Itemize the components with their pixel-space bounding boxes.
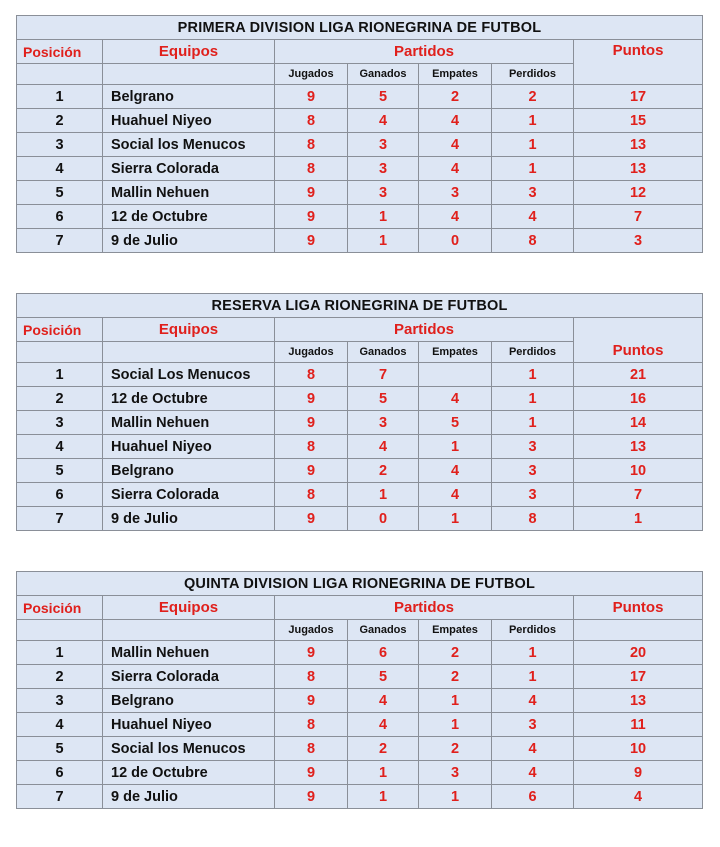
header-empates: Empates bbox=[419, 64, 492, 85]
cell-empates: 5 bbox=[419, 411, 492, 435]
cell-perdidos: 3 bbox=[492, 483, 574, 507]
table-row bbox=[17, 387, 703, 411]
table-row bbox=[17, 157, 703, 181]
header-partidos: Partidos bbox=[275, 40, 574, 64]
cell-puntos: 13 bbox=[574, 689, 703, 713]
standings-table-reserva bbox=[16, 293, 703, 531]
cell-team: Social Los Menucos bbox=[103, 363, 275, 387]
cell-puntos: 16 bbox=[574, 387, 703, 411]
header-blank bbox=[574, 620, 703, 641]
cell-team: Huahuel Niyeo bbox=[103, 435, 275, 459]
cell-ganados: 2 bbox=[348, 737, 419, 761]
cell-jugados: 9 bbox=[275, 229, 348, 253]
header-puntos: Puntos bbox=[574, 318, 703, 363]
cell-ganados: 4 bbox=[348, 109, 419, 133]
cell-perdidos: 1 bbox=[492, 387, 574, 411]
cell-jugados: 8 bbox=[275, 737, 348, 761]
cell-team: 12 de Octubre bbox=[103, 387, 275, 411]
cell-perdidos: 1 bbox=[492, 665, 574, 689]
cell-perdidos: 8 bbox=[492, 507, 574, 531]
table-row bbox=[17, 363, 703, 387]
cell-position: 3 bbox=[17, 411, 103, 435]
table-row bbox=[17, 665, 703, 689]
cell-perdidos: 3 bbox=[492, 713, 574, 737]
table-row bbox=[17, 785, 703, 809]
cell-puntos: 13 bbox=[574, 435, 703, 459]
cell-team: Mallin Nehuen bbox=[103, 411, 275, 435]
cell-puntos: 21 bbox=[574, 363, 703, 387]
cell-team: 9 de Julio bbox=[103, 507, 275, 531]
cell-position: 3 bbox=[17, 689, 103, 713]
cell-position: 2 bbox=[17, 387, 103, 411]
cell-ganados: 0 bbox=[348, 507, 419, 531]
header-equipos: Equipos bbox=[103, 40, 275, 64]
standings-table-primera bbox=[16, 15, 703, 253]
cell-position: 4 bbox=[17, 713, 103, 737]
cell-puntos: 1 bbox=[574, 507, 703, 531]
header-posicion: Posición bbox=[17, 40, 103, 64]
cell-jugados: 9 bbox=[275, 459, 348, 483]
cell-ganados: 7 bbox=[348, 363, 419, 387]
table-row bbox=[17, 85, 703, 109]
cell-jugados: 9 bbox=[275, 181, 348, 205]
cell-empates: 1 bbox=[419, 713, 492, 737]
cell-position: 5 bbox=[17, 459, 103, 483]
cell-puntos: 13 bbox=[574, 157, 703, 181]
header-blank bbox=[103, 64, 275, 85]
cell-puntos: 10 bbox=[574, 737, 703, 761]
cell-ganados: 1 bbox=[348, 205, 419, 229]
cell-jugados: 8 bbox=[275, 363, 348, 387]
cell-empates bbox=[419, 363, 492, 387]
header-empates: Empates bbox=[419, 342, 492, 363]
cell-empates: 4 bbox=[419, 205, 492, 229]
cell-position: 5 bbox=[17, 737, 103, 761]
standings-table-quinta bbox=[16, 571, 703, 809]
header-puntos: Puntos bbox=[574, 40, 703, 85]
cell-jugados: 9 bbox=[275, 205, 348, 229]
cell-puntos: 14 bbox=[574, 411, 703, 435]
cell-perdidos: 2 bbox=[492, 85, 574, 109]
cell-jugados: 9 bbox=[275, 507, 348, 531]
cell-jugados: 8 bbox=[275, 157, 348, 181]
header-jugados: Jugados bbox=[275, 620, 348, 641]
cell-ganados: 6 bbox=[348, 641, 419, 665]
cell-empates: 1 bbox=[419, 785, 492, 809]
table-row bbox=[17, 205, 703, 229]
table-row bbox=[17, 713, 703, 737]
header-ganados: Ganados bbox=[348, 64, 419, 85]
cell-ganados: 3 bbox=[348, 411, 419, 435]
cell-ganados: 1 bbox=[348, 229, 419, 253]
cell-ganados: 5 bbox=[348, 665, 419, 689]
table-row bbox=[17, 737, 703, 761]
cell-position: 7 bbox=[17, 507, 103, 531]
cell-perdidos: 3 bbox=[492, 459, 574, 483]
header-jugados: Jugados bbox=[275, 342, 348, 363]
cell-puntos: 15 bbox=[574, 109, 703, 133]
table-row bbox=[17, 483, 703, 507]
cell-jugados: 8 bbox=[275, 483, 348, 507]
cell-perdidos: 1 bbox=[492, 157, 574, 181]
header-ganados: Ganados bbox=[348, 342, 419, 363]
cell-perdidos: 3 bbox=[492, 181, 574, 205]
cell-puntos: 20 bbox=[574, 641, 703, 665]
cell-position: 1 bbox=[17, 363, 103, 387]
cell-position: 6 bbox=[17, 205, 103, 229]
header-jugados: Jugados bbox=[275, 64, 348, 85]
cell-team: 12 de Octubre bbox=[103, 205, 275, 229]
cell-team: Belgrano bbox=[103, 459, 275, 483]
cell-team: Belgrano bbox=[103, 689, 275, 713]
cell-position: 5 bbox=[17, 181, 103, 205]
cell-jugados: 9 bbox=[275, 85, 348, 109]
cell-team: Sierra Colorada bbox=[103, 665, 275, 689]
cell-puntos: 7 bbox=[574, 205, 703, 229]
cell-jugados: 8 bbox=[275, 109, 348, 133]
cell-empates: 3 bbox=[419, 761, 492, 785]
cell-empates: 4 bbox=[419, 483, 492, 507]
cell-team: Mallin Nehuen bbox=[103, 641, 275, 665]
cell-jugados: 9 bbox=[275, 641, 348, 665]
cell-jugados: 9 bbox=[275, 761, 348, 785]
cell-jugados: 8 bbox=[275, 713, 348, 737]
cell-ganados: 4 bbox=[348, 689, 419, 713]
cell-empates: 2 bbox=[419, 85, 492, 109]
cell-puntos: 12 bbox=[574, 181, 703, 205]
cell-jugados: 8 bbox=[275, 665, 348, 689]
cell-puntos: 10 bbox=[574, 459, 703, 483]
cell-perdidos: 1 bbox=[492, 641, 574, 665]
cell-puntos: 7 bbox=[574, 483, 703, 507]
cell-position: 2 bbox=[17, 109, 103, 133]
cell-position: 7 bbox=[17, 785, 103, 809]
cell-ganados: 3 bbox=[348, 181, 419, 205]
cell-perdidos: 1 bbox=[492, 363, 574, 387]
cell-perdidos: 1 bbox=[492, 411, 574, 435]
cell-perdidos: 4 bbox=[492, 761, 574, 785]
cell-ganados: 5 bbox=[348, 85, 419, 109]
cell-empates: 3 bbox=[419, 181, 492, 205]
cell-ganados: 4 bbox=[348, 713, 419, 737]
cell-perdidos: 4 bbox=[492, 689, 574, 713]
cell-puntos: 3 bbox=[574, 229, 703, 253]
table-row bbox=[17, 641, 703, 665]
cell-ganados: 1 bbox=[348, 483, 419, 507]
cell-ganados: 3 bbox=[348, 157, 419, 181]
header-blank bbox=[17, 620, 103, 641]
cell-position: 7 bbox=[17, 229, 103, 253]
cell-ganados: 2 bbox=[348, 459, 419, 483]
header-ganados: Ganados bbox=[348, 620, 419, 641]
cell-empates: 2 bbox=[419, 665, 492, 689]
cell-team: Huahuel Niyeo bbox=[103, 109, 275, 133]
cell-empates: 4 bbox=[419, 459, 492, 483]
cell-position: 2 bbox=[17, 665, 103, 689]
cell-puntos: 13 bbox=[574, 133, 703, 157]
cell-jugados: 9 bbox=[275, 785, 348, 809]
cell-position: 6 bbox=[17, 483, 103, 507]
cell-empates: 2 bbox=[419, 641, 492, 665]
table-row bbox=[17, 133, 703, 157]
cell-jugados: 9 bbox=[275, 411, 348, 435]
header-posicion: Posición bbox=[17, 596, 103, 620]
cell-jugados: 8 bbox=[275, 133, 348, 157]
cell-empates: 1 bbox=[419, 689, 492, 713]
cell-empates: 4 bbox=[419, 133, 492, 157]
table-row bbox=[17, 411, 703, 435]
cell-puntos: 17 bbox=[574, 665, 703, 689]
cell-position: 6 bbox=[17, 761, 103, 785]
table-title: QUINTA DIVISION LIGA RIONEGRINA DE FUTBOL bbox=[17, 572, 703, 596]
cell-team: 9 de Julio bbox=[103, 229, 275, 253]
cell-empates: 1 bbox=[419, 435, 492, 459]
cell-ganados: 3 bbox=[348, 133, 419, 157]
cell-empates: 4 bbox=[419, 109, 492, 133]
cell-puntos: 11 bbox=[574, 713, 703, 737]
cell-perdidos: 4 bbox=[492, 737, 574, 761]
table-row bbox=[17, 435, 703, 459]
header-perdidos: Perdidos bbox=[492, 342, 574, 363]
cell-position: 4 bbox=[17, 157, 103, 181]
cell-team: Social los Menucos bbox=[103, 737, 275, 761]
cell-empates: 4 bbox=[419, 157, 492, 181]
cell-jugados: 8 bbox=[275, 435, 348, 459]
cell-jugados: 9 bbox=[275, 689, 348, 713]
cell-perdidos: 1 bbox=[492, 133, 574, 157]
header-perdidos: Perdidos bbox=[492, 64, 574, 85]
header-equipos: Equipos bbox=[103, 318, 275, 342]
cell-puntos: 9 bbox=[574, 761, 703, 785]
header-blank bbox=[17, 342, 103, 363]
header-partidos: Partidos bbox=[275, 596, 574, 620]
cell-team: Belgrano bbox=[103, 85, 275, 109]
cell-team: Mallin Nehuen bbox=[103, 181, 275, 205]
header-posicion: Posición bbox=[17, 318, 103, 342]
header-partidos: Partidos bbox=[275, 318, 574, 342]
header-perdidos: Perdidos bbox=[492, 620, 574, 641]
table-row bbox=[17, 109, 703, 133]
cell-perdidos: 1 bbox=[492, 109, 574, 133]
cell-team: Sierra Colorada bbox=[103, 483, 275, 507]
header-puntos: Puntos bbox=[574, 596, 703, 620]
cell-perdidos: 6 bbox=[492, 785, 574, 809]
cell-team: Huahuel Niyeo bbox=[103, 713, 275, 737]
cell-puntos: 17 bbox=[574, 85, 703, 109]
table-row bbox=[17, 459, 703, 483]
cell-empates: 0 bbox=[419, 229, 492, 253]
header-blank bbox=[103, 620, 275, 641]
cell-team: 12 de Octubre bbox=[103, 761, 275, 785]
cell-empates: 2 bbox=[419, 737, 492, 761]
header-equipos: Equipos bbox=[103, 596, 275, 620]
cell-empates: 4 bbox=[419, 387, 492, 411]
cell-position: 3 bbox=[17, 133, 103, 157]
cell-ganados: 1 bbox=[348, 785, 419, 809]
cell-perdidos: 4 bbox=[492, 205, 574, 229]
table-row bbox=[17, 507, 703, 531]
cell-position: 1 bbox=[17, 641, 103, 665]
cell-position: 4 bbox=[17, 435, 103, 459]
cell-team: 9 de Julio bbox=[103, 785, 275, 809]
cell-ganados: 4 bbox=[348, 435, 419, 459]
cell-empates: 1 bbox=[419, 507, 492, 531]
table-row bbox=[17, 689, 703, 713]
table-row bbox=[17, 181, 703, 205]
cell-perdidos: 8 bbox=[492, 229, 574, 253]
cell-ganados: 1 bbox=[348, 761, 419, 785]
header-blank bbox=[103, 342, 275, 363]
cell-puntos: 4 bbox=[574, 785, 703, 809]
header-empates: Empates bbox=[419, 620, 492, 641]
cell-team: Sierra Colorada bbox=[103, 157, 275, 181]
table-title: RESERVA LIGA RIONEGRINA DE FUTBOL bbox=[17, 294, 703, 318]
cell-position: 1 bbox=[17, 85, 103, 109]
cell-jugados: 9 bbox=[275, 387, 348, 411]
table-title: PRIMERA DIVISION LIGA RIONEGRINA DE FUTBOL bbox=[17, 16, 703, 40]
table-row bbox=[17, 761, 703, 785]
cell-perdidos: 3 bbox=[492, 435, 574, 459]
table-row bbox=[17, 229, 703, 253]
cell-team: Social los Menucos bbox=[103, 133, 275, 157]
cell-ganados: 5 bbox=[348, 387, 419, 411]
header-blank bbox=[17, 64, 103, 85]
